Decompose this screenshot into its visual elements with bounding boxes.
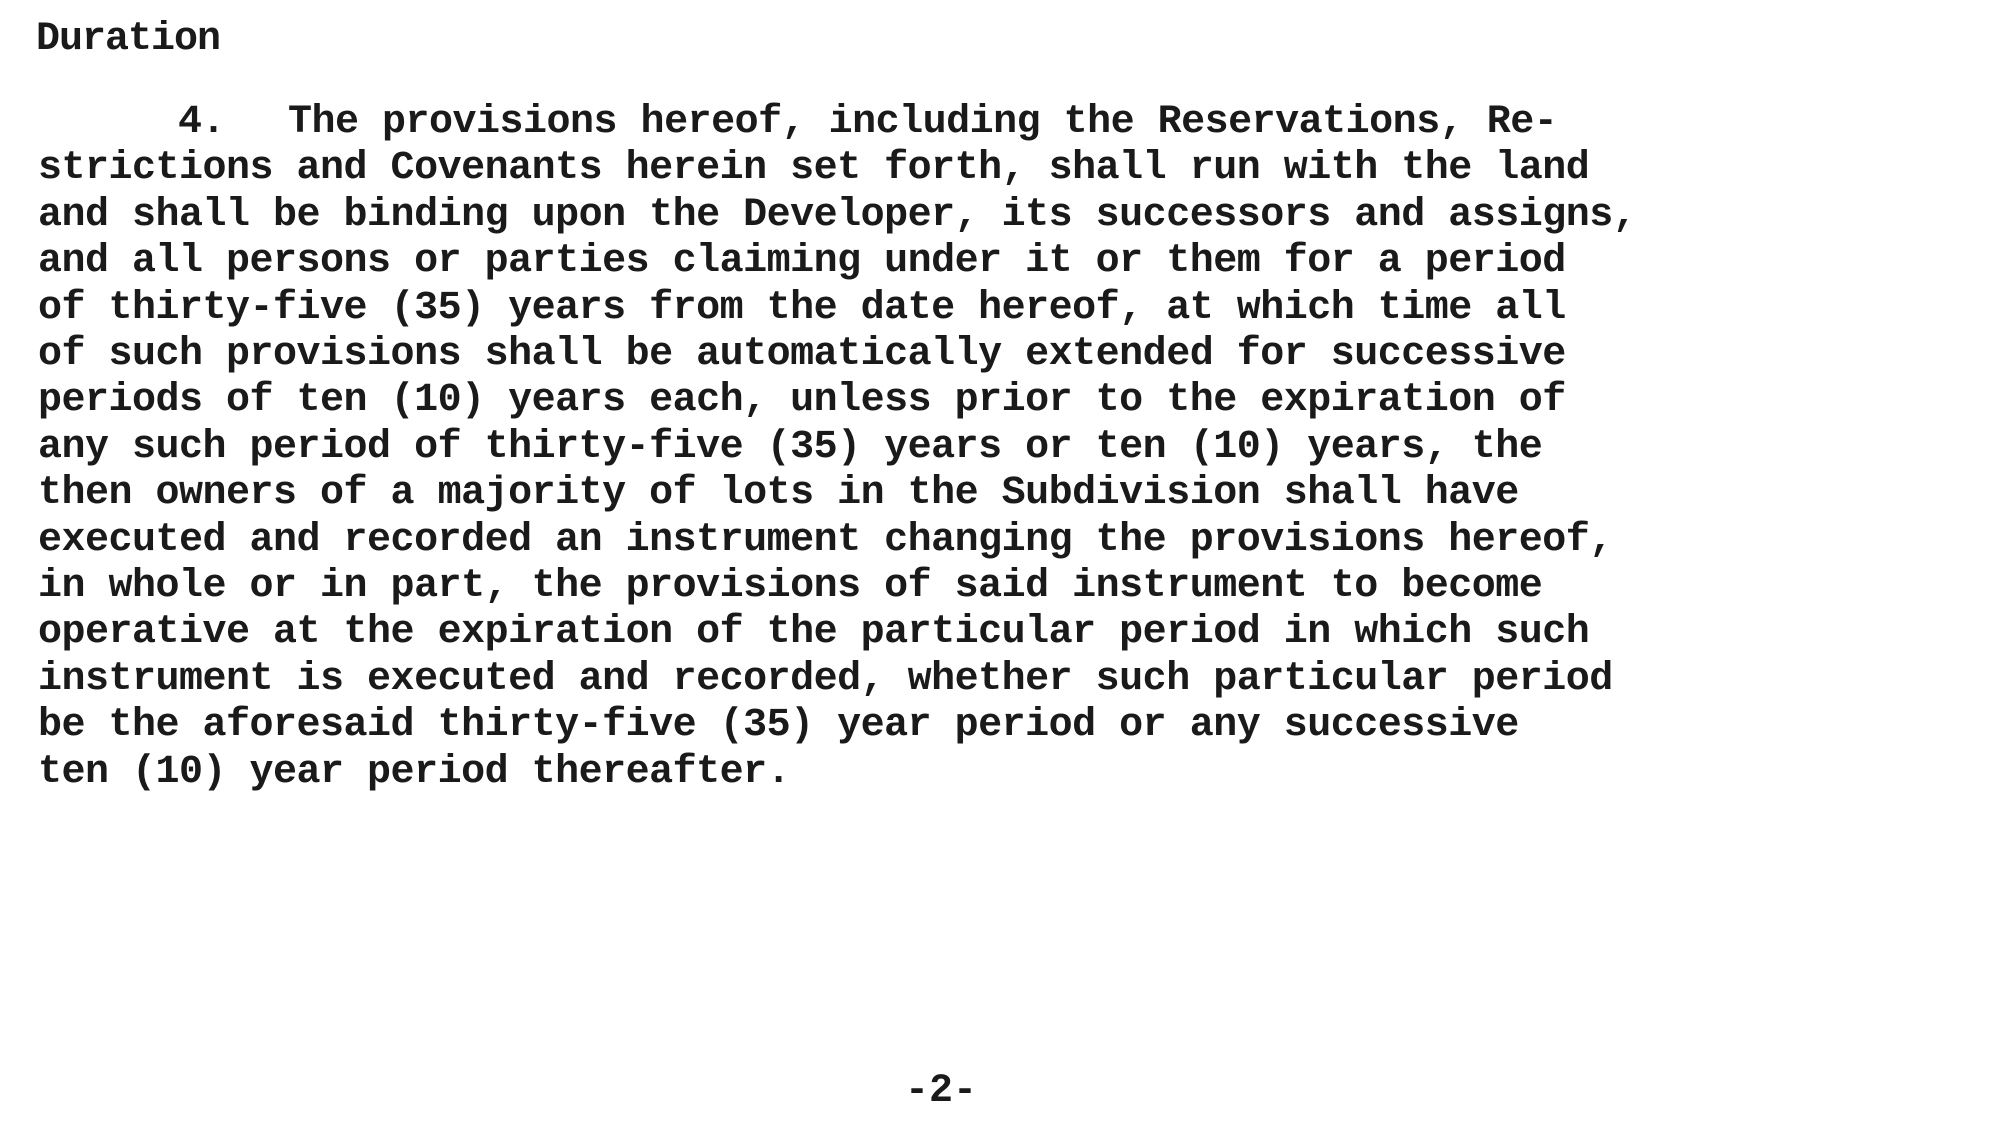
paragraph-line-1: [38, 100, 1968, 146]
page-number: -2-: [905, 1069, 978, 1114]
paragraph-line: ten (10) year period thereafter.: [38, 749, 791, 795]
paragraph-line: instrument is executed and recorded, whether such particular period: [38, 656, 1613, 702]
paragraph-line: of such provisions shall be automatically extended for successive: [38, 332, 1566, 378]
paragraph-line: and shall be binding upon the Developer, its successors and assigns,: [38, 192, 1637, 238]
paragraph-line: periods of ten (10) years each, unless prior to the expiration of: [38, 378, 1566, 424]
paragraph-line: executed and recorded an instrument changing the provisions hereof,: [38, 517, 1613, 563]
paragraph-line: operative at the expiration of the particular period in which such: [38, 610, 1590, 656]
paragraph-line: of thirty-five (35) years from the date hereof, at which time all: [38, 285, 1566, 331]
paragraph-line-text: The provisions hereof, including the Reservations, Re-: [288, 100, 1558, 145]
paragraph-line: be the aforesaid thirty-five (35) year period or any successive: [38, 703, 1519, 749]
paragraph-line: and all persons or parties claiming under it or them for a period: [38, 239, 1566, 285]
paragraph-line: any such period of thirty-five (35) years or ten (10) years, the: [38, 424, 1543, 470]
paragraph-line: strictions and Covenants herein set forth, shall run with the land: [38, 146, 1590, 192]
paragraph-number: 4.: [178, 100, 226, 145]
paragraph-4: [38, 100, 1968, 796]
paragraph-line: in whole or in part, the provisions of said instrument to become: [38, 564, 1543, 610]
paragraph-line: then owners of a majority of lots in the Subdivision shall have: [38, 471, 1519, 517]
section-heading: Duration: [36, 17, 221, 62]
